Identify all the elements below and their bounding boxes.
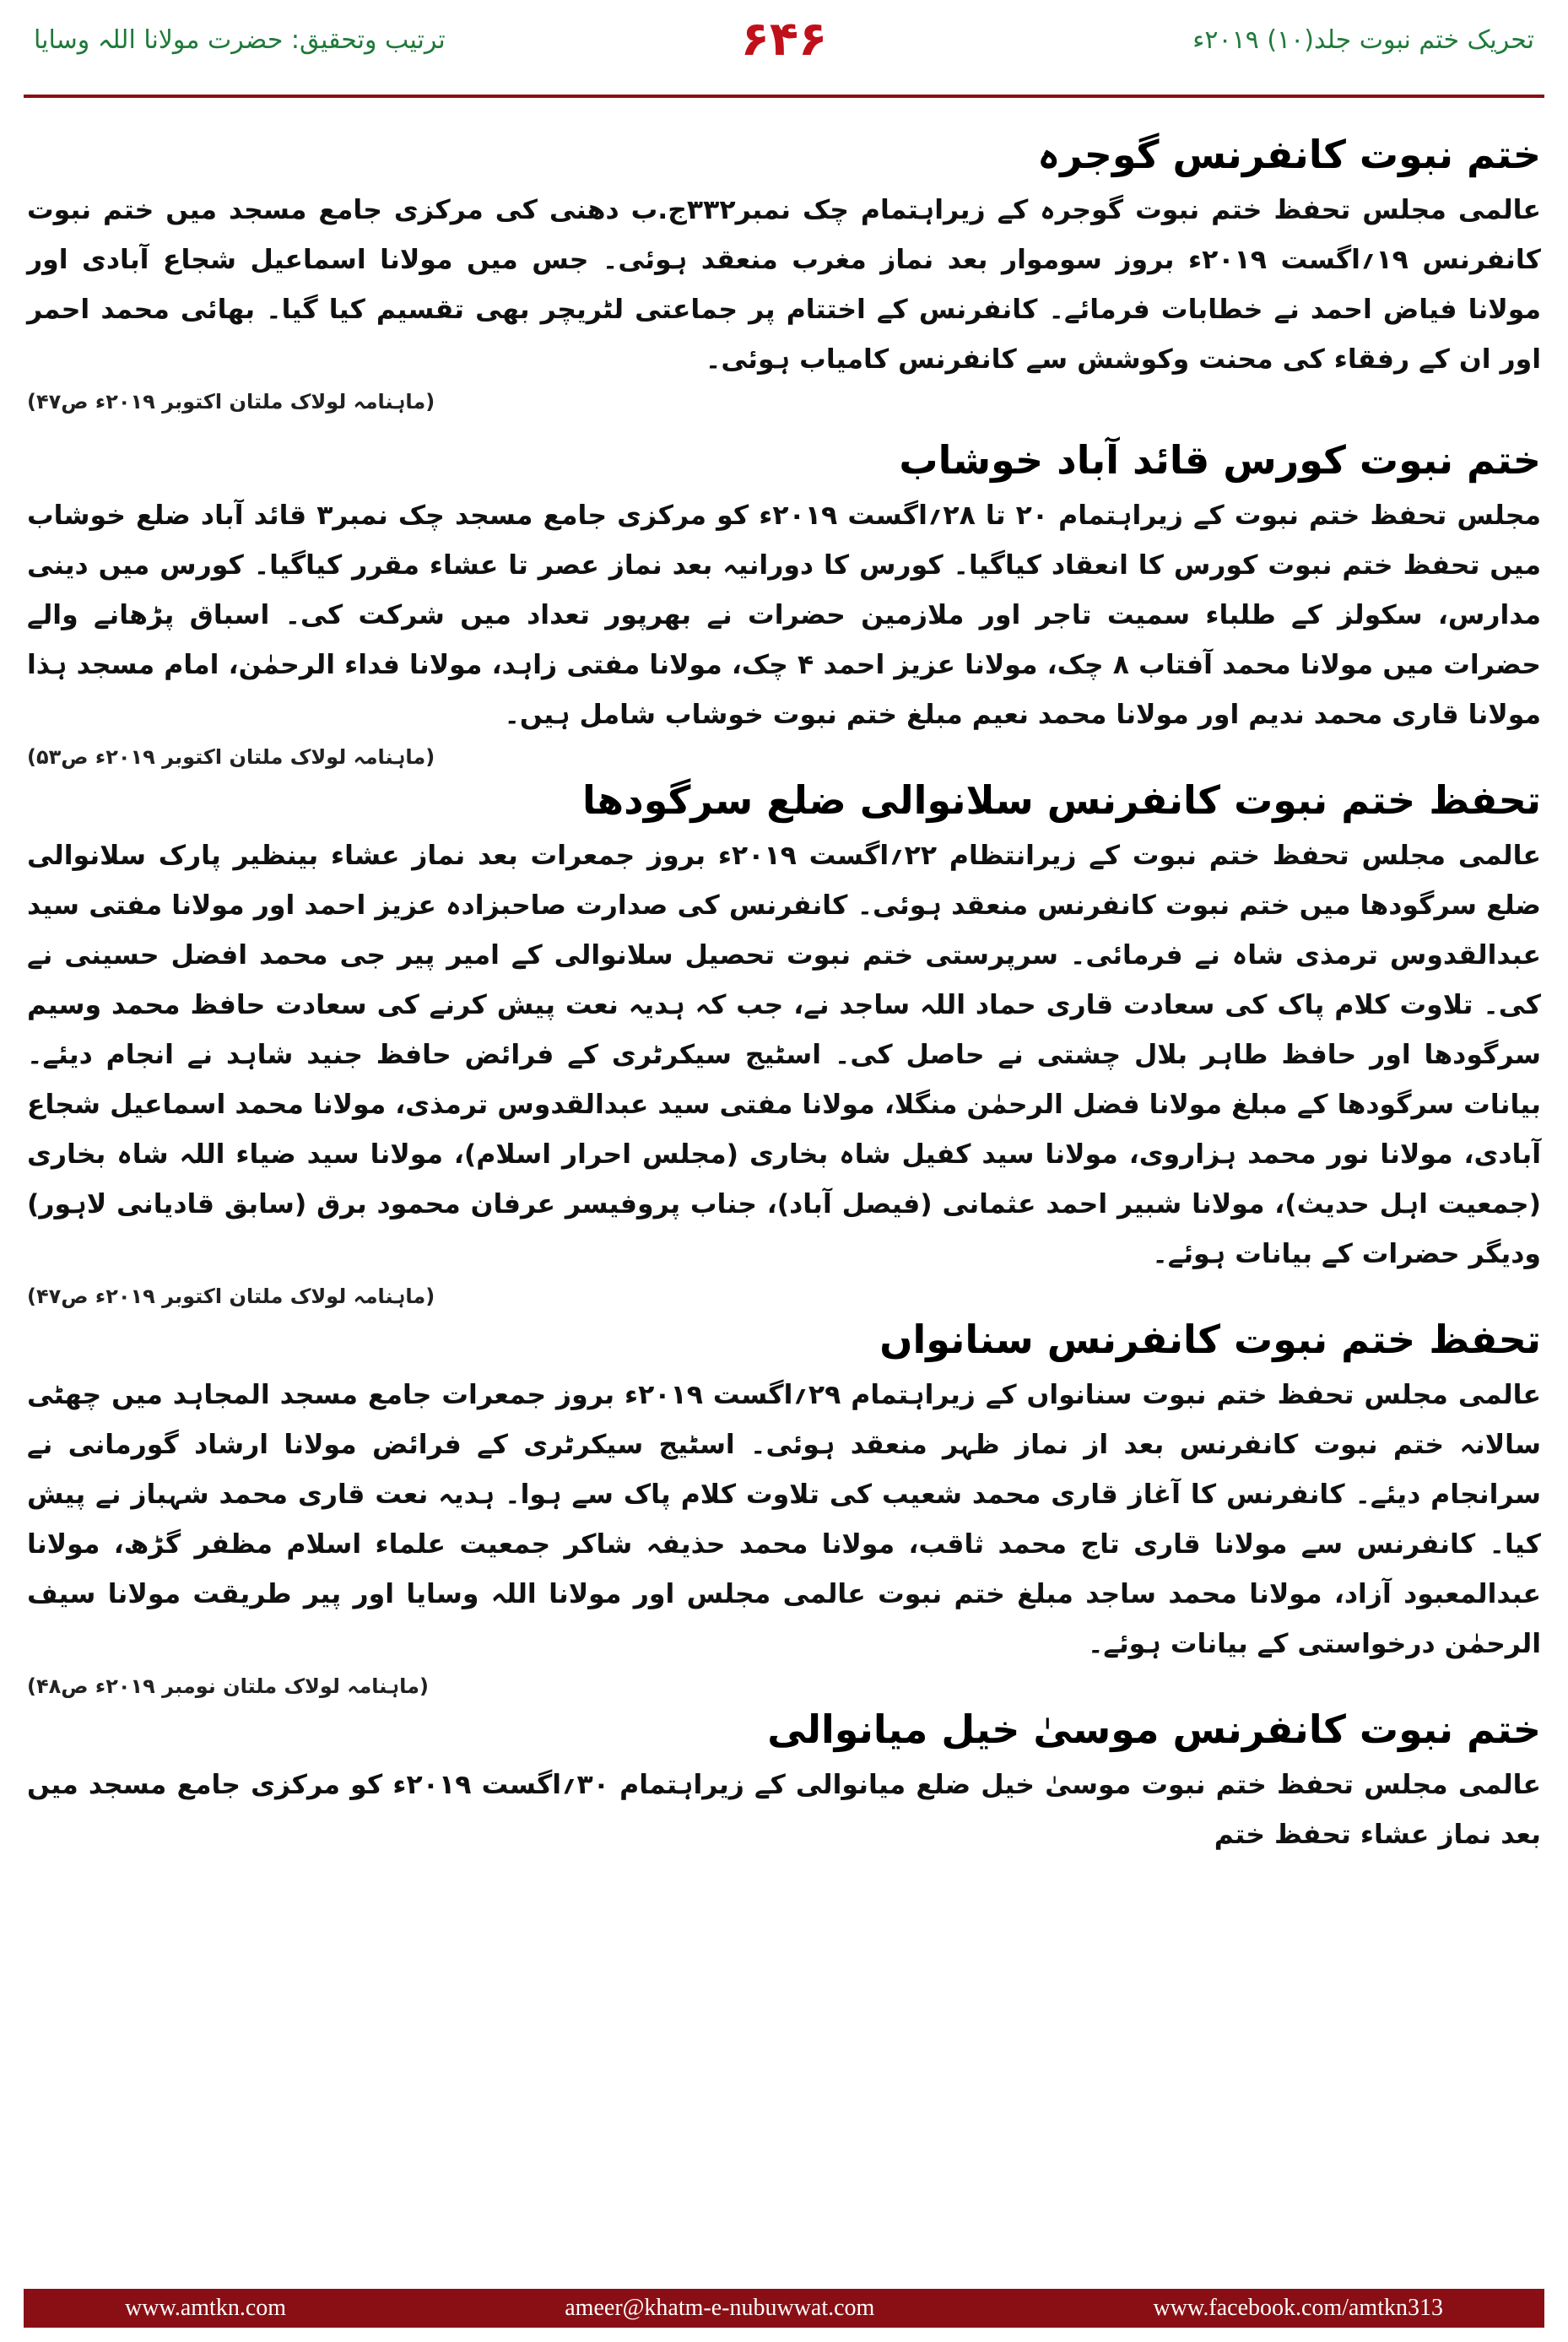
book-title: تحریک ختم نبوت جلد(۱۰) ۲۰۱۹ء <box>1192 25 1534 55</box>
section-text: عالمی مجلس تحفظ ختم نبوت موسیٰ خیل ضلع میانوالی کے زیراہتمام ۳۰؍اگست ۲۰۱۹ء کو مرکزی جامع مسجد میں بعد نماز عشاء تحفظ ختم <box>27 1770 1541 1850</box>
section-sananwan <box>27 1312 1541 1701</box>
section-salanwali <box>27 772 1541 1312</box>
section-title: تحفظ ختم نبوت کانفرنس سنانواں <box>879 1317 1541 1362</box>
section-text: عالمی مجلس تحفظ ختم نبوت کے زیرانتظام ۲۲؍اگست ۲۰۱۹ء بروز جمعرات بعد نماز عشاء بینظیر پارک سلانوالی ضلع سرگودھا میں ختم نبوت کانفرنس منعقد ہوئی۔ کانفرنس کی صدارت صاحبزادہ عزیز احمد اور مولانا مفتی سید عبدالقدوس ترمذی شاہ نے فرمائی۔ سرپرستی ختم نبوت تحصیل سلانوالی کے امیر پیر جی محمد افضل حسینی نے کی۔ تلاوت کلام پاک کی سعادت قاری حماد اللہ ساجد نے، جب کہ ہدیہ نعت پیش کرنے کی سعادت حافظ محمد وسیم سرگودھا اور حافظ طاہر بلال چشتی نے حاصل کی۔ اسٹیج سیکرٹری کے فرائض حافظ جنید شاہد نے انجام دیئے۔ بیانات سرگودھا کے مبلغ مولانا فضل الرحمٰن منگلا، مولانا مفتی سید عبدالقدوس ترمذی، مولانا محمد اسماعیل شجاع آبادی، مولانا نور محمد ہزاروی، مولانا سید کفیل شاہ بخاری (مجلس احرار اسلام)، مولانا سید ضیاء اللہ شاہ بخاری (جمعیت اہل حدیث)، مولانا شبیر احمد عثمانی (فیصل آباد)، جناب پروفیسر عرفان محمود برق (سابق قادیانی لاہور) ودیگر حضرات کے بیانات ہوئے۔ <box>27 841 1541 1269</box>
header-divider <box>24 95 1544 98</box>
facebook-link[interactable]: www.facebook.com/amtkn313 <box>1153 2295 1443 2321</box>
section-title: ختم نبوت کانفرنس موسیٰ خیل میانوالی <box>767 1706 1541 1752</box>
section-text: عالمی مجلس تحفظ ختم نبوت گوجرہ کے زیراہتمام چک نمبر۳۳۲ج.ب دھنی کی مرکزی جامع مسجد میں ختم نبوت کانفرنس ۱۹؍اگست ۲۰۱۹ء بروز سوموار بعد نماز مغرب منعقد ہوئی۔ جس میں مولانا اسماعیل شجاع آبادی اور مولانا فیاض احمد نے خطابات فرمائے۔ کانفرنس کے اختتام پر جماعتی لٹریچر بھی تقسیم کیا گیا۔ بھائی محمد احمر اور ان کے رفقاء کی محنت وکوشش سے کانفرنس کامیاب ہوئی۔ <box>27 195 1541 375</box>
section-title: ختم نبوت کورس قائد آباد خوشاب <box>899 437 1541 483</box>
compiler-credit: ترتیب وتحقیق: حضرت مولانا اللہ وسایا <box>34 25 446 55</box>
source-citation: (ماہنامہ لولاک ملتان اکتوبر ۲۰۱۹ء ص۵۳) <box>27 745 435 769</box>
section-text: مجلس تحفظ ختم نبوت کے زیراہتمام ۲۰ تا ۲۸؍اگست ۲۰۱۹ء کو مرکزی جامع مسجد چک نمبر۳ قائد آباد ضلع خوشاب میں تحفظ ختم نبوت کورس کا انعقاد کیاگیا۔ کورس کا دورانیہ بعد نماز عصر تا عشاء مقرر کیاگیا۔ کورس میں دینی مدارس، سکولز کے طلباء سمیت تاجر اور ملازمین حضرات نے بھرپور تعداد میں شرکت کی۔ اسباق پڑھانے والے حضرات میں مولانا محمد آفتاب ۸ چک، مولانا عزیز احمد ۴ چک، مولانا مفتی زاہد، مولانا فداء الرحمٰن، امام مسجد ہذا مولانا قاری محمد ندیم اور مولانا محمد نعیم مبلغ ختم نبوت خوشاب شامل ہیں۔ <box>27 500 1542 730</box>
section-title: ختم نبوت کانفرنس گوجرہ <box>1037 132 1541 177</box>
source-citation: (ماہنامہ لولاک ملتان نومبر ۲۰۱۹ء ص۴۸) <box>27 1674 429 1698</box>
section-gojra <box>27 127 1541 417</box>
section-text: عالمی مجلس تحفظ ختم نبوت سنانواں کے زیراہتمام ۲۹؍اگست ۲۰۱۹ء بروز جمعرات جامع مسجد المجاہد میں چھٹی سالانہ ختم نبوت کانفرنس بعد از نماز ظہر منعقد ہوئی۔ اسٹیج سیکرٹری کے فرائض مولانا ارشاد گورمانی نے سرانجام دیئے۔ کانفرنس کا آغاز قاری محمد شعیب کی تلاوت کلام پاک سے ہوا۔ ہدیہ نعت قاری محمد شہباز نے پیش کیا۔ کانفرنس سے مولانا قاری تاج محمد ثاقب، مولانا محمد حذیفہ شاکر جمعیت علماء اسلام مظفر گڑھ، مولانا عبدالمعبود آزاد، مولانا محمد ساجد مبلغ ختم نبوت عالمی مجلس اور مولانا اللہ وسایا اور پیر طریقت مولانا سیف الرحمٰن درخواستی کے بیانات ہوئے۔ <box>27 1380 1541 1659</box>
email-link[interactable]: ameer@khatm-e-nubuwwat.com <box>565 2295 875 2321</box>
article-body <box>27 127 1541 1860</box>
section-title: تحفظ ختم نبوت کانفرنس سلانوالی ضلع سرگودھا <box>581 777 1541 823</box>
section-musakhel <box>27 1701 1541 1860</box>
page-number: ۶۴۶ <box>740 12 828 67</box>
source-citation: (ماہنامہ لولاک ملتان اکتوبر ۲۰۱۹ء ص۴۷) <box>27 390 435 414</box>
section-quaidabad <box>27 432 1541 772</box>
footer-bar <box>24 2289 1544 2328</box>
website-link[interactable]: www.amtkn.com <box>125 2295 287 2321</box>
source-citation: (ماہنامہ لولاک ملتان اکتوبر ۲۰۱۹ء ص۴۷) <box>27 1285 435 1308</box>
